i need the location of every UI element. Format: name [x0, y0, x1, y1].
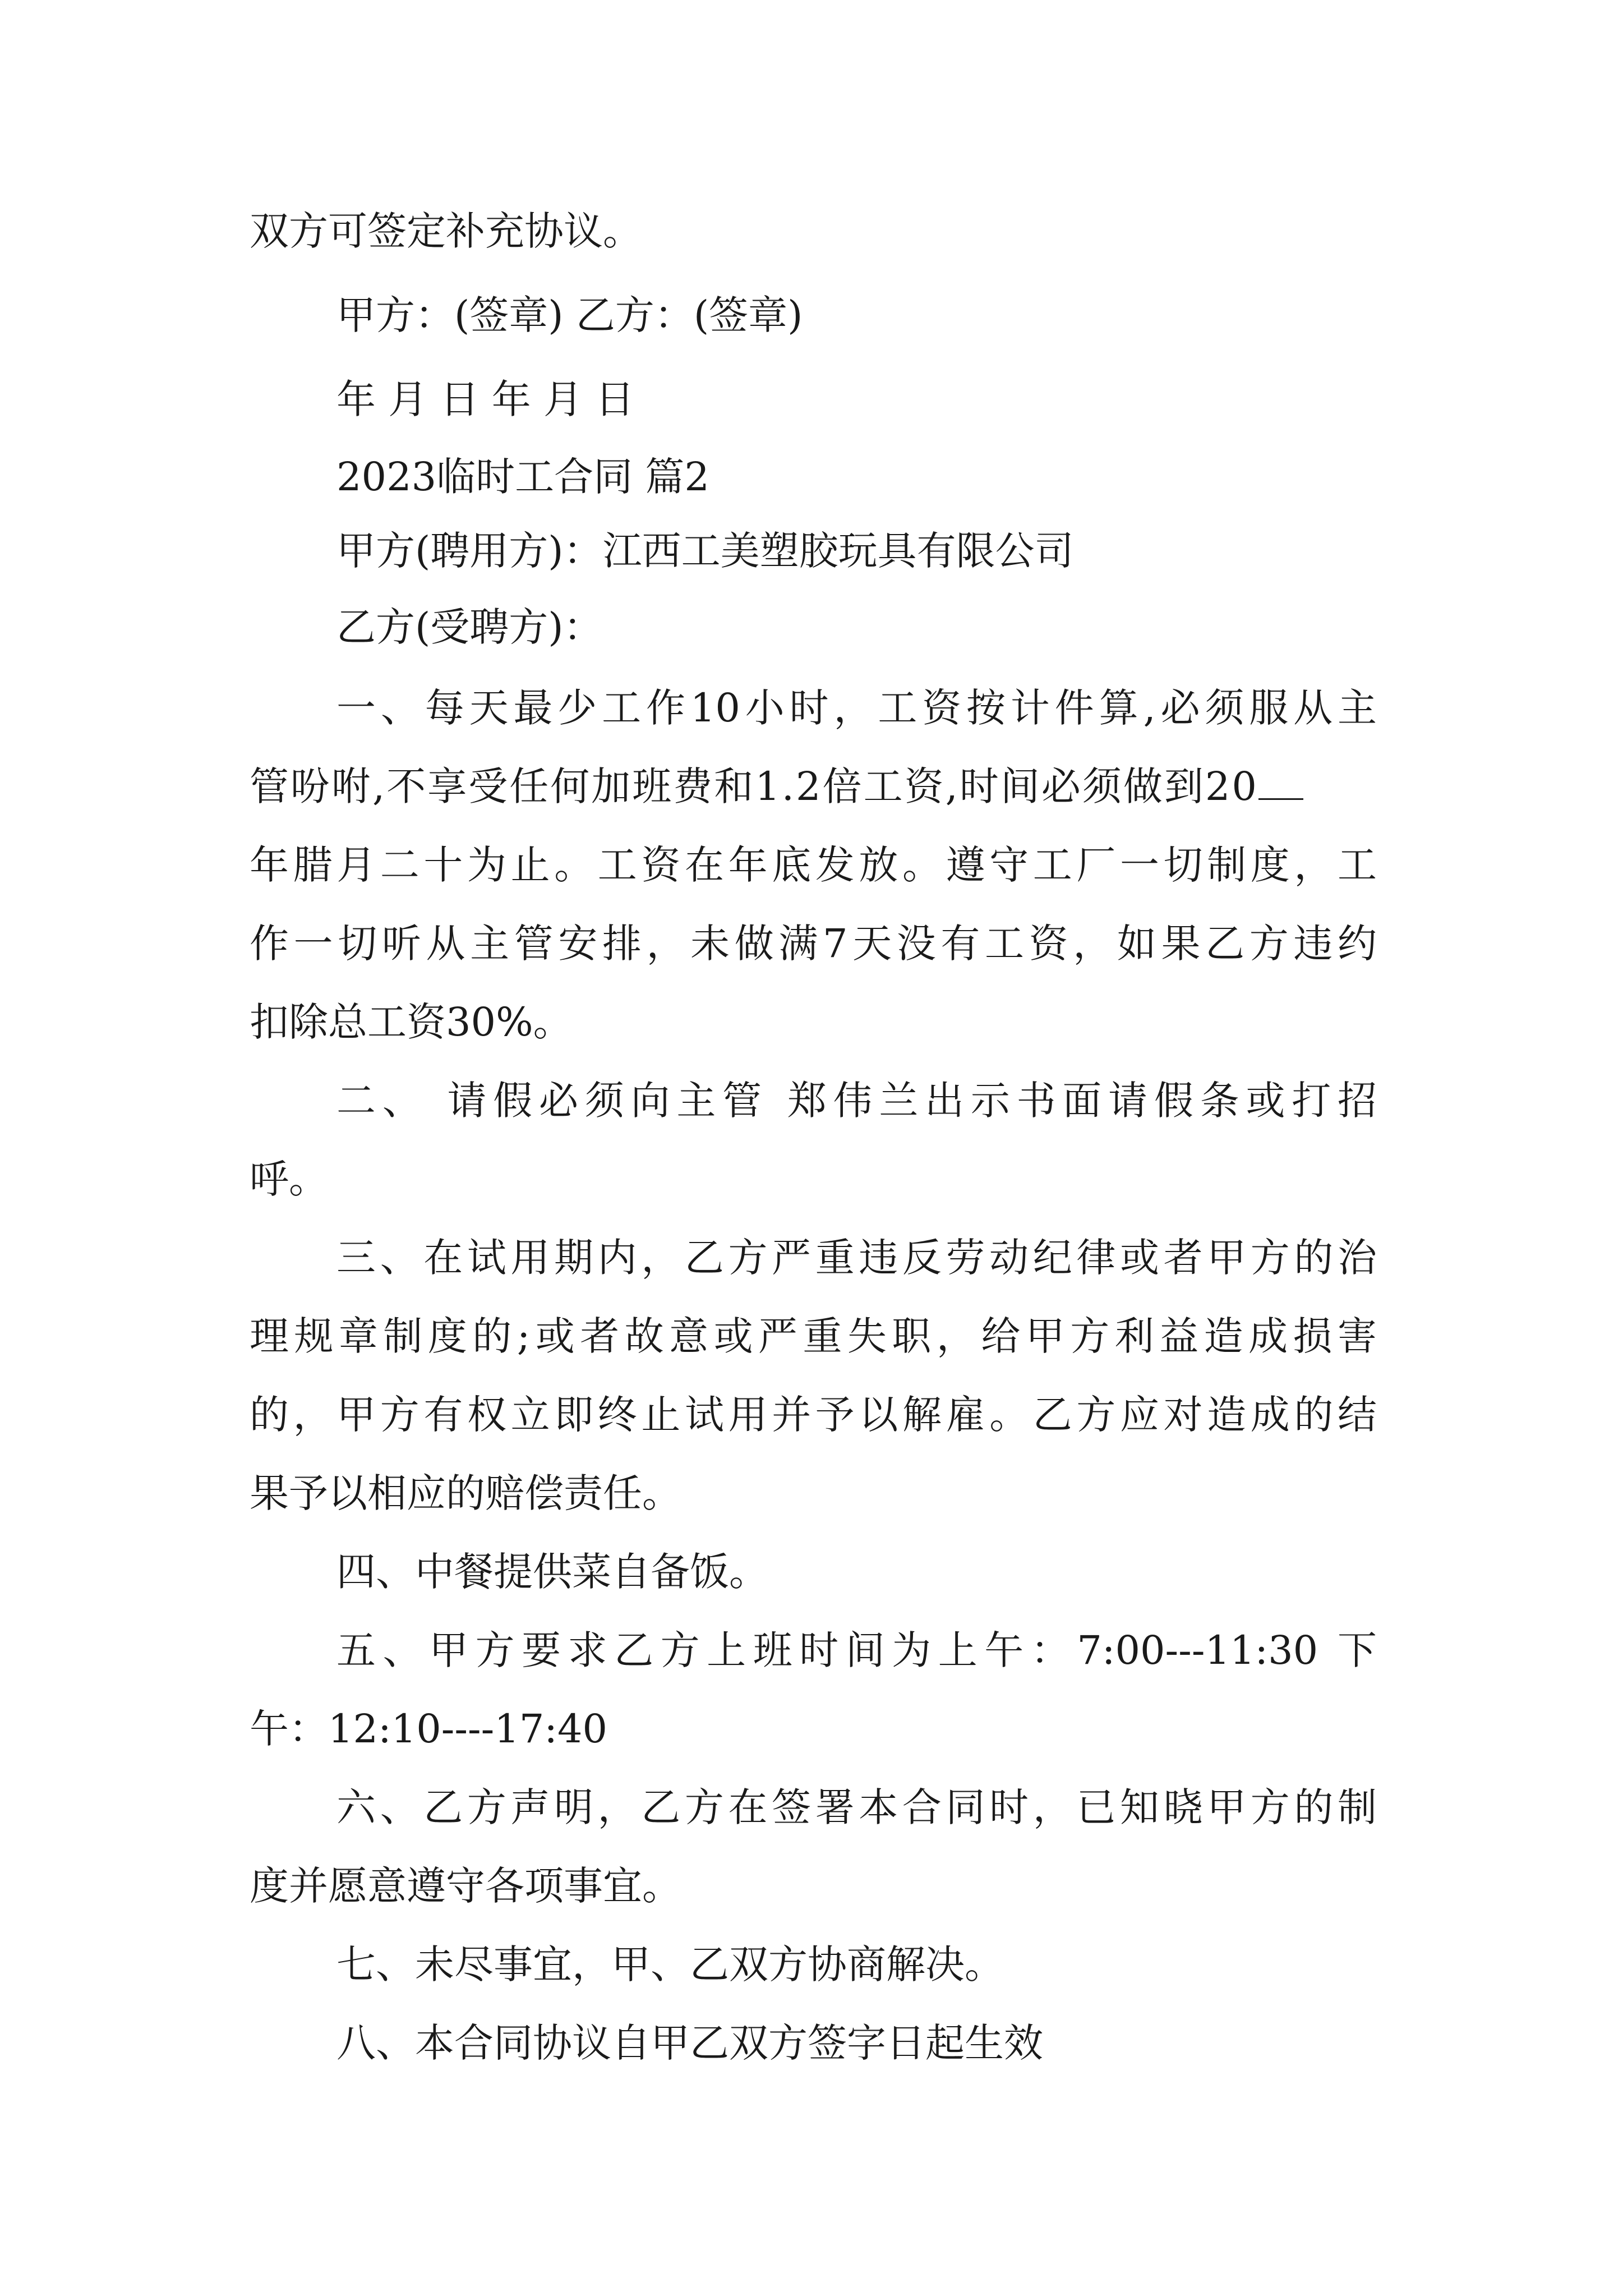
text-line: 双方可签定补充协议。 [250, 208, 642, 254]
clause-3-line [336, 1230, 1377, 1286]
clause-2-line: 呼。 [250, 1156, 328, 1202]
clause-1-line [336, 680, 1377, 736]
date-line: 年 月 日 年 月 日 [336, 376, 635, 422]
clause-1-line: 年腊月二十为止。工资在年底发放。遵守工厂一切制度，工 [250, 842, 1377, 888]
clause-6-line [336, 1779, 1377, 1835]
clause-3-line: 理规章制度的;或者故意或严重失职，给甲方利益造成损害 [250, 1313, 1377, 1359]
signature-line: 甲方：(签章) 乙方：(签章) [336, 292, 803, 338]
clause-3-line: 果予以相应的赔偿责任。 [250, 1470, 681, 1516]
clause-text: 三、在试用期内，乙方严重违反劳动纪律或者甲方的治 [336, 1235, 1377, 1281]
clause-2-line [336, 1073, 1377, 1129]
clause-1-line: 扣除总工资30%。 [250, 999, 573, 1045]
clause-8-line: 八、本合同协议自甲乙双方签字日起生效 [336, 2020, 1043, 2066]
clause-text: 二、 请假必须向主管 郑伟兰出示书面请假条或打招 [336, 1078, 1377, 1124]
clause-5-line: 午：12:10----17:40 [250, 1706, 608, 1752]
clause-7-line: 七、未尽事宜，甲、乙双方协商解决。 [336, 1941, 1004, 1987]
clause-3-line: 的，甲方有权立即终止试用并予以解雇。乙方应对造成的结 [250, 1392, 1377, 1438]
clause-text: 一、每天最少工作10小时，工资按计件算,必须服从主 [336, 685, 1377, 731]
employer-line: 甲方(聘用方)：江西工美塑胶玩具有限公司 [336, 528, 1074, 574]
employee-line: 乙方(受聘方)： [336, 604, 603, 650]
clause-1-line: 作一切听从主管安排，未做满7天没有工资，如果乙方违约 [250, 921, 1377, 967]
clause-1-line [250, 758, 1377, 815]
clause-text: 六、乙方声明，乙方在签署本合同时，已知晓甲方的制 [336, 1784, 1377, 1830]
clause-text: 五、甲方要求乙方上班时间为上午：7:00---11:30 下 [336, 1627, 1377, 1673]
clause-5-line [336, 1622, 1377, 1678]
fill-in-blank [1258, 763, 1303, 800]
section-heading: 2023临时工合同 篇2 [336, 454, 709, 500]
clause-text: 管吩咐,不享受任何加班费和1.2倍工资,时间必须做到20 [250, 763, 1258, 809]
clause-6-line: 度并愿意遵守各项事宜。 [250, 1863, 681, 1909]
clause-4-line: 四、中餐提供菜自备饭。 [336, 1549, 768, 1595]
